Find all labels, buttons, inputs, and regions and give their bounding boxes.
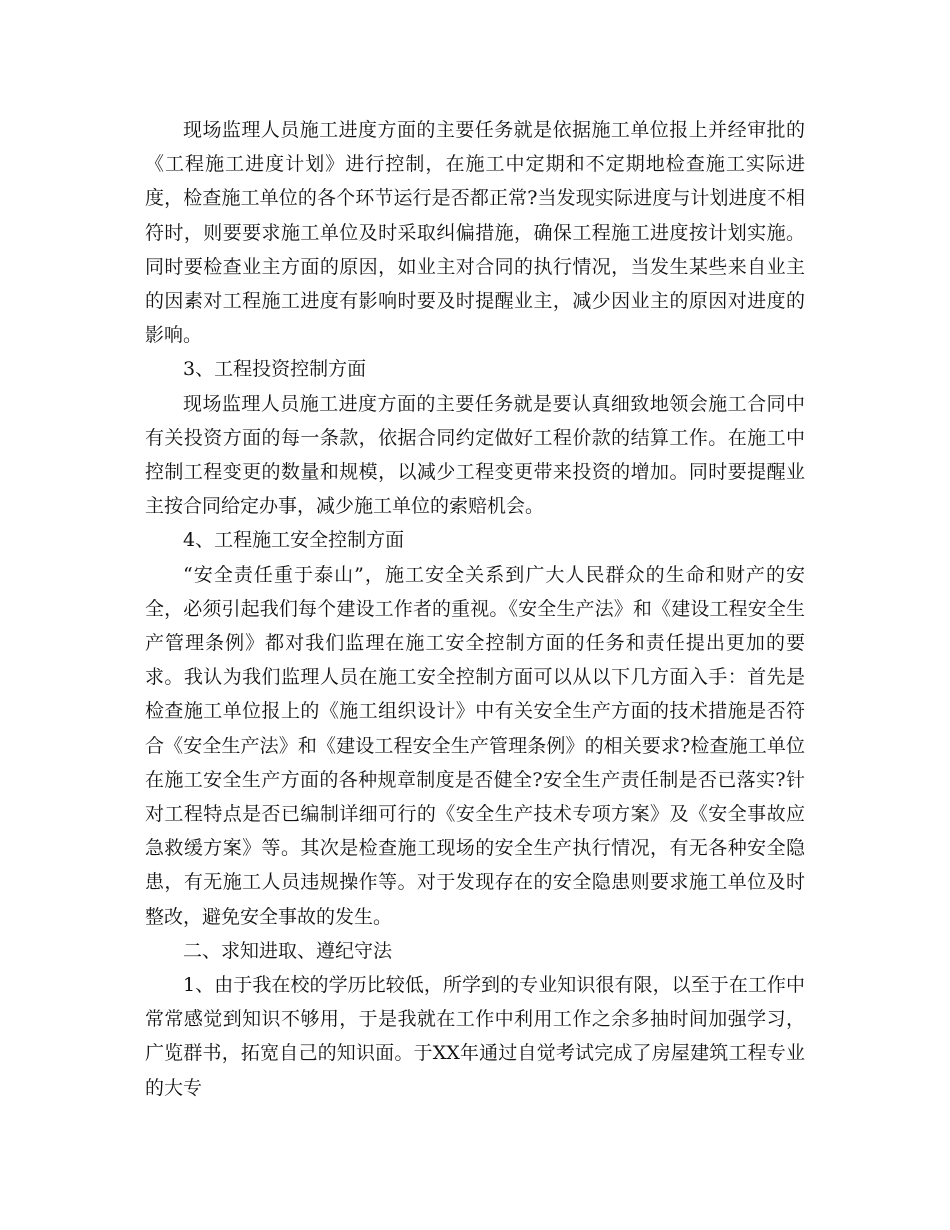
paragraph-learning: 1、由于我在校的学历比较低，所学到的专业知识很有限，以至于在工作中常常感觉到知识不够用，于是我就在工作中利用工作之余多抽时间加强学习，广览群书，拓宽自己的知识面。于XX年通过自觉考试完成了房屋建筑工程专业的大专 [145,974,805,1099]
heading-learning-discipline: 二、求知进取、遵纪守法 [183,939,393,962]
paragraph-schedule-control: 现场监理人员施工进度方面的主要任务就是依据施工单位报上并经审批的《工程施工进度计划》进行控制，在施工中定期和不定期地检查施工实际进度，检查施工单位的各个环节运行是否都正常?当发现实际进度与计划进度不相符时，则要要求施工单位及时采取纠偏措施，确保工程施工进度按计划实施。同时要检查业主方面的原因，如业主对合同的执行情况，当发生某些来自业主的因素对工程施工进度有影响时要及时提醒业主，减少因业主的原因对进度的影响。 [145,119,805,347]
heading-investment-control: 3、工程投资控制方面 [183,358,367,381]
heading-safety-control: 4、工程施工安全控制方面 [183,529,405,552]
paragraph-investment-control: 现场监理人员施工进度方面的主要任务就是要认真细致地领会施工合同中有关投资方面的每一条款，依据合同约定做好工程价款的结算工作。在施工中控制工程变更的数量和规模，以减少工程变更带来投资的增加。同时要提醒业主按合同给定办事，减少施工单位的索赔机会。 [145,392,805,518]
paragraph-safety-control: “安全责任重于泰山”，施工安全关系到广大人民群众的生命和财产的安全，必须引起我们每个建设工作者的重视。《安全生产法》和《建设工程安全生产管理条例》都对我们监理在施工安全控制方面的任务和责任提出更加的要求。我认为我们监理人员在施工安全控制方面可以从以下几方面入手：首先是检查施工单位报上的《施工组织设计》中有关安全生产方面的技术措施是否符合《安全生产法》和《建设工程安全生产管理条例》的相关要求?检查施工单位在施工安全生产方面的各种规章制度是否健全?安全生产责任制是否已落实?针对工程特点是否已编制详细可行的《安全生产技术专项方案》及《安全事故应急救缓方案》等。其次是检查施工现场的安全生产执行情况，有无各种安全隐患，有无施工人员违规操作等。对于发现存在的安全隐患则要求施工单位及时整改，避免安全事故的发生。 [145,563,805,928]
